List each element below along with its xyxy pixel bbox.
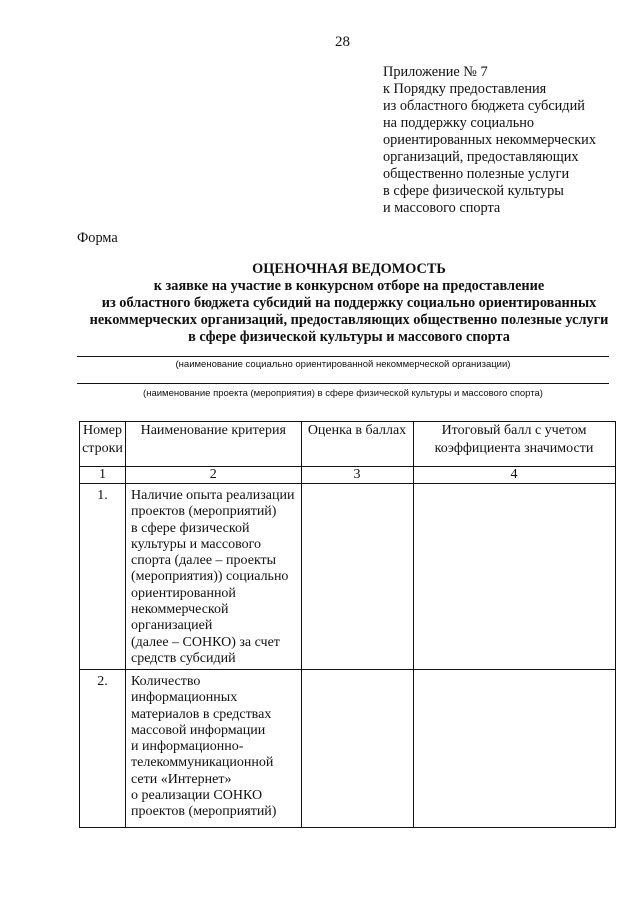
table-row: [80, 670, 616, 828]
appendix-line: в сфере физической культуры: [383, 183, 564, 199]
column-number: 3: [301, 467, 413, 484]
title-line: к заявке на участие в конкурсном отборе на предоставление: [153, 278, 545, 294]
appendix-line: на поддержку социально: [383, 115, 535, 131]
table-row: [80, 484, 616, 670]
column-number: 2: [126, 467, 302, 484]
row-number: 1.: [80, 484, 126, 670]
column-number: 4: [413, 467, 615, 484]
appendix-line: ориентированных некоммерческих: [383, 132, 596, 148]
document-title: [60, 261, 638, 346]
appendix-line: к Порядку предоставления: [383, 81, 547, 97]
organization-fill-line[interactable]: [77, 356, 609, 357]
page-number: 28: [335, 34, 350, 50]
header-score: Оценка в баллах: [301, 422, 413, 467]
header-final-score: Итоговый балл с учетом коэффициента значимости: [413, 422, 615, 467]
row-number: 2.: [80, 670, 126, 828]
criterion-cell: Количество информационных материалов в средствах массовой информации и информационно- телекоммуникационной сети «Интернет» о реализации СОНКО проектов (мероприятий): [126, 670, 302, 828]
header-row-number: Номер строки: [80, 422, 126, 467]
final-score-cell[interactable]: [413, 484, 615, 670]
title-line: ОЦЕНОЧНАЯ ВЕДОМОСТЬ: [252, 261, 446, 277]
appendix-line: из областного бюджета субсидий: [383, 98, 585, 114]
final-score-cell[interactable]: [413, 670, 615, 828]
appendix-line: общественно полезные услуги: [383, 166, 570, 182]
appendix-header: [383, 64, 623, 217]
project-fill-line[interactable]: [77, 383, 609, 384]
organization-caption: (наименование социально ориентированной некоммерческой организации): [175, 359, 511, 370]
title-line: в сфере физической культуры и массового спорта: [188, 329, 510, 345]
header-criterion: Наименование критерия: [126, 422, 302, 467]
appendix-line: Приложение № 7: [383, 64, 488, 80]
score-cell[interactable]: [301, 484, 413, 670]
appendix-line: организаций, предоставляющих: [383, 149, 579, 165]
form-label: Форма: [77, 230, 118, 246]
criterion-cell: Наличие опыта реализации проектов (мероприятий) в сфере физической культуры и массового спорта (далее – проекты (мероприятия)) социально ориентированной некоммерческой организацией (далее – СОНКО) за счет средств субсидий: [126, 484, 302, 670]
title-line: некоммерческих организаций, предоставляющих общественно полезные услуги: [89, 312, 609, 328]
column-number: 1: [80, 467, 126, 484]
column-number-row: [80, 467, 616, 484]
appendix-line: и массового спорта: [383, 200, 501, 216]
score-cell[interactable]: [301, 670, 413, 828]
project-caption: (наименование проекта (мероприятия) в сфере физической культуры и массового спорта): [143, 388, 543, 399]
title-line: из областного бюджета субсидий на поддержку социально ориентированных: [101, 295, 597, 311]
evaluation-table: [79, 421, 616, 828]
table-header-row: [80, 422, 616, 467]
